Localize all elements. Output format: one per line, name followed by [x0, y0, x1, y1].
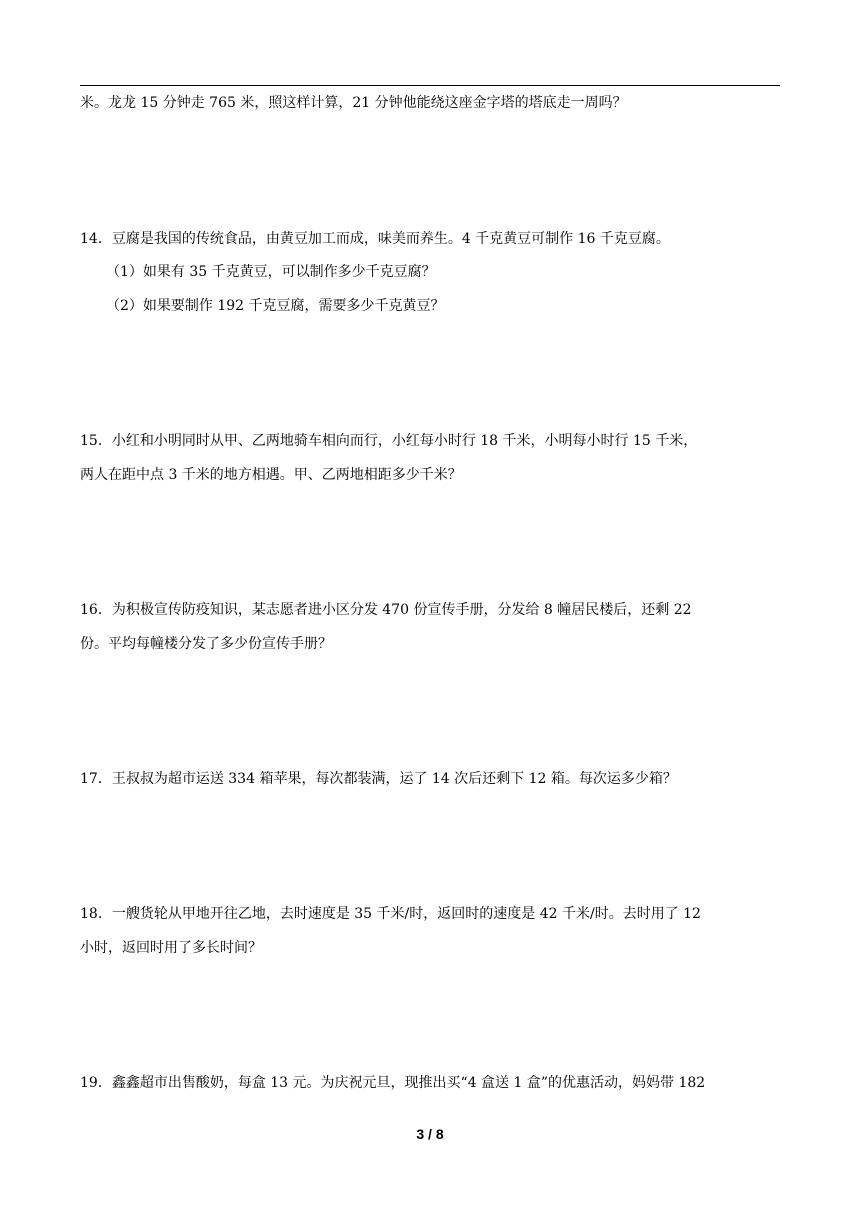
question-17-number: 17． — [80, 771, 112, 787]
question-19-text: 鑫鑫超市出售酸奶，每盒 13 元。为庆祝元旦，现推出买“4 盒送 1 盒”的优惠活动，妈妈带 182 — [111, 1075, 706, 1091]
question-18-line-2: 小时，返回时用了多长时间？ — [80, 940, 262, 956]
question-14-text: 豆腐是我国的传统食品，由黄豆加工而成，味美而养生。4 千克黄豆可制作 16 千克豆腐。 — [111, 231, 670, 247]
question-15-line-2: 两人在距中点 3 千米的地方相遇。甲、乙两地相距多少千米？ — [80, 467, 462, 483]
question-16-text-1: 为积极宣传防疫知识，某志愿者进小区分发 470 份宣传手册，分发给 8 幢居民楼后，还剩 22 — [111, 602, 692, 618]
page-number: 3 / 8 — [416, 1126, 444, 1142]
question-15-text-1: 小红和小明同时从甲、乙两地骑车相向而行，小红每小时行 18 千米，小明每小时行 15 千米， — [111, 433, 698, 449]
question-15-line-1 — [80, 431, 697, 451]
question-14-part-2: （2）如果要制作 192 千克豆腐，需要多少千克黄豆？ — [106, 298, 445, 314]
question-15-number: 15． — [80, 433, 112, 449]
question-14-part-1: （1）如果有 35 千克黄豆，可以制作多少千克豆腐？ — [106, 264, 436, 280]
question-18-number: 18． — [80, 906, 112, 922]
question-14-number: 14． — [80, 231, 112, 247]
question-17-line-1 — [80, 769, 677, 789]
question-16-line-1 — [80, 600, 692, 620]
question-18-text-1: 一艘货轮从甲地开往乙地，去时速度是 35 千米/时，返回时的速度是 42 千米/时。去时用了 12 — [111, 906, 701, 922]
question-19-line-1 — [80, 1073, 705, 1093]
question-16-line-2: 份。平均每幢楼分发了多少份宣传手册？ — [80, 636, 332, 652]
question-13-continuation: 米。龙龙 15 分钟走 765 米，照这样计算，21 分钟他能绕这座金字塔的塔底走一周吗？ — [80, 95, 627, 111]
question-19-number: 19． — [80, 1075, 112, 1091]
question-18-line-1 — [80, 904, 701, 924]
question-17-text: 王叔叔为超市运送 334 箱苹果，每次都装满，运了 14 次后还剩下 12 箱。每次运多少箱？ — [111, 771, 677, 787]
question-16-number: 16． — [80, 602, 112, 618]
question-14-line-1 — [80, 229, 670, 249]
header-rule — [80, 85, 780, 86]
